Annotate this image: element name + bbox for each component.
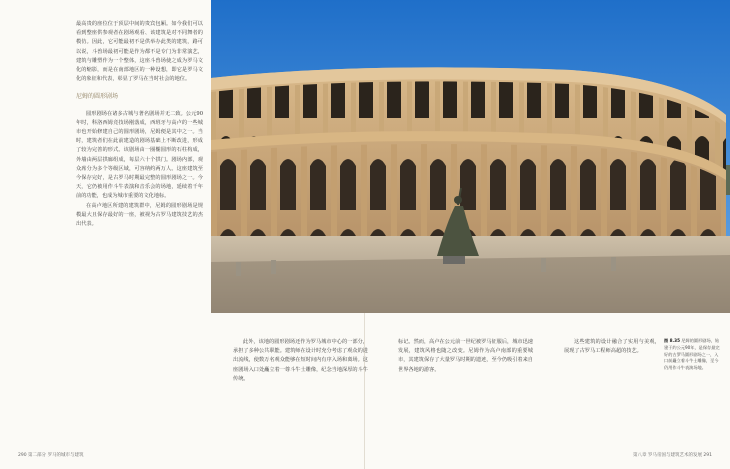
footer-left: 290 第二部分 罗马的城市与建筑 [18,453,84,458]
bottom-column-2 [398,338,533,375]
bottom-column-3 [564,338,660,356]
arena-photo [211,0,730,313]
footer-right: 第八章 罗马帝国与建筑艺术的发展 291 [633,453,712,458]
caption-text: 尼姆的圆形剧场，始建于约公元90年，是保存最完好的古罗马圆形剧场之一，入口前矗立着斗牛士雕像，至今仍用作斗牛表演场地。 [664,338,720,371]
bottom-paragraph-2: 标记。然而，高卢在公元前一世纪被罗马征服后，城市迅速发展，建筑风格也随之改变。尼姆作为高卢南部的重要城市，其建筑保存了大量罗马时期的遗迹，至今仍吸引着来自世界各地的游客。 [398,339,533,373]
bottom-paragraph-3: 这些建筑的设计融合了实用与美观，展现了古罗马工程师高超的技艺。 [564,339,660,355]
bottom-column-1 [233,338,368,384]
arena-illustration [211,0,730,313]
figure-caption [664,338,720,372]
body-paragraph: 圆形剧场在诸多古城与著名剧场并无二致。公元90年时，科洛西姆竞技场刚落成，西班牙与高卢的一些城市也开始修建自己的圆形剧场，尼姆便是其中之一。当时，建筑者们在此前建造的剧场基础上不断改进，形成了较为完善的形式。该剧场由一圈椭圆形的石柱构成，外墙由两层拱廊组成，每层六十个拱门。剧场内部，观众席分为多个等级区域，可容纳约两万人。这座建筑至今保存完好，是古罗马时期最完整的圆形剧场之一。今天，它仍被用作斗牛表演和音乐会的场地，延续着千年前的功能，也成为城市重要的文化地标。 [76,110,203,200]
section-title: 尼姆的圆形剧场 [76,93,119,101]
adjacent-photo-edge [726,165,730,195]
bottom-paragraph-1: 此外，该地的圆形剧场还作为罗马城市中心的一部分，承担了多种公共职能。建筑师在设计时充分考虑了观众的进出流线，使数万名观众能够在短时间内有序入场和离场。这座剧场入口处矗立着一尊斗牛士雕像，纪念当地深厚的斗牛传统。 [233,339,368,382]
intro-paragraph: 最高贵的座位位于顶层中间的贵宾包厢。如今我们可以看到整座供参观者在剧场观看、该建筑是对不同舞者的模仿。因此，它可能最初不是供举办此类的建筑，路可以说，斗兽场最初可能是作为都不是专门为非常演艺，建筑与雕塑作为一个整体，这座斗兽场使之成为罗马文化的缩影，而是在南部地区的一种设想，即它是罗马文化的象征和代表，彰显了罗马在当时社会的地位。 [76,21,203,83]
body-paragraph-2: 在高卢地区所建的建筑群中，尼姆的圆形剧场是规模最大且保存最好的一座，被视为古罗马建筑技艺的杰出代表。 [76,202,203,228]
caption-label: 图 8.35 [664,338,680,343]
left-text-column [76,20,203,229]
